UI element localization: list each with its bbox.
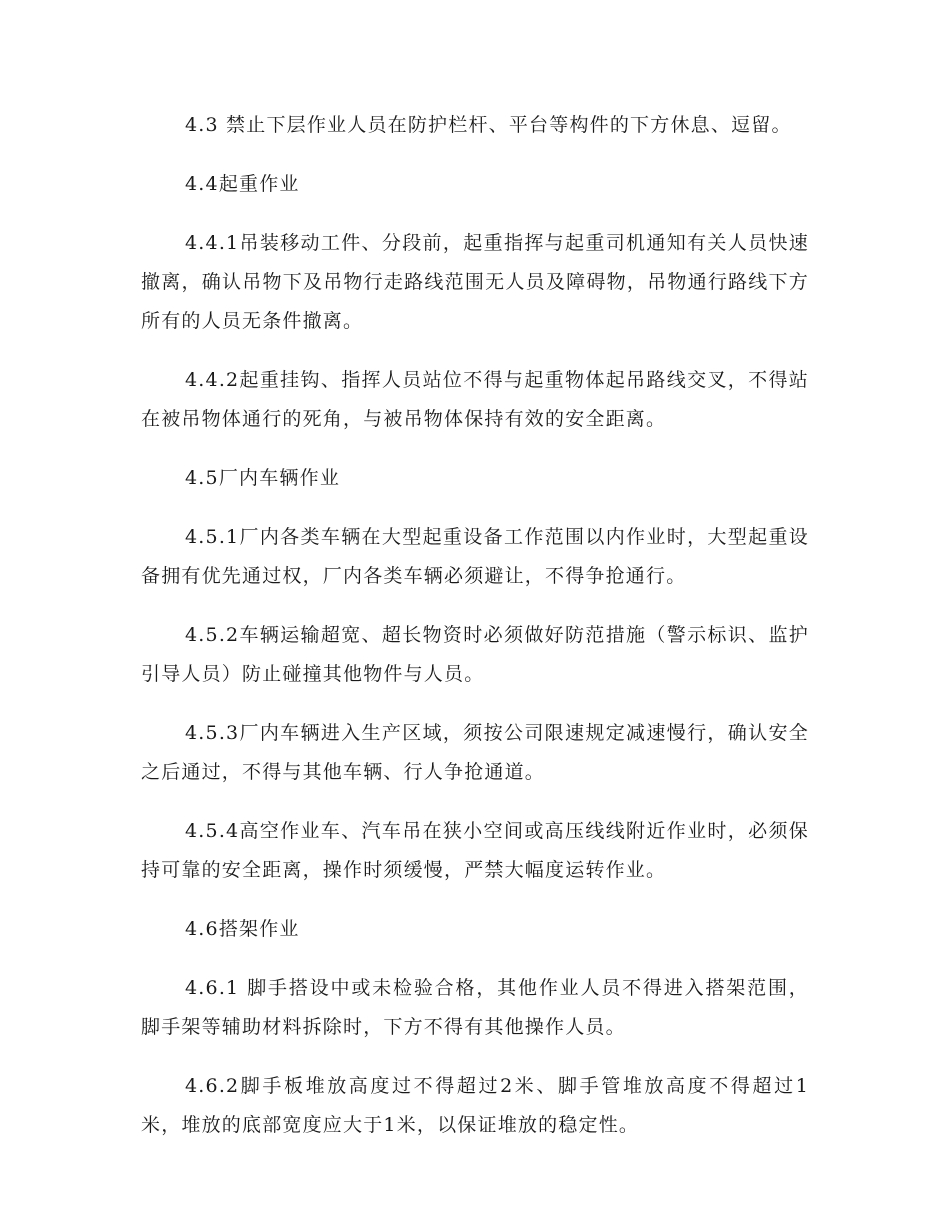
paragraph-4-4-2: 4.4.2起重挂钩、指挥人员站位不得与起重物体起吊路线交叉，不得站在被吊物体通行的死角，与被吊物体保持有效的安全距离。 <box>141 369 809 430</box>
section-heading-4-6: 4.6搭架作业 <box>185 918 300 940</box>
paragraph-4-6-2: 4.6.2脚手板堆放高度过不得超过2米、脚手管堆放高度不得超过1米，堆放的底部宽度应大于1米，以保证堆放的稳定性。 <box>141 1075 809 1136</box>
paragraph-4-6-1: 4.6.1 脚手搭设中或未检验合格，其他作业人员不得进入搭架范围，脚手架等辅助材料拆除时，下方不得有其他操作人员。 <box>141 977 809 1038</box>
paragraph-4-3: 4.3 禁止下层作业人员在防护栏杆、平台等构件的下方休息、逗留。 <box>185 114 792 136</box>
paragraph-4-5-1: 4.5.1厂内各类车辆在大型起重设备工作范围以内作业时，大型起重设备拥有优先通过权，厂内各类车辆必须避让，不得争抢通行。 <box>141 526 809 587</box>
document-body <box>141 106 809 1165</box>
section-heading-4-5: 4.5厂内车辆作业 <box>185 467 341 489</box>
paragraph-4-5-3: 4.5.3厂内车辆进入生产区域，须按公司限速规定减速慢行，确认安全之后通过，不得与其他车辆、行人争抢通道。 <box>141 722 809 783</box>
paragraph-4-5-2: 4.5.2车辆运输超宽、超长物资时必须做好防范措施（警示标识、监护引导人员）防止碰撞其他物件与人员。 <box>141 624 809 685</box>
paragraph-4-5-4: 4.5.4高空作业车、汽车吊在狭小空间或高压线线附近作业时，必须保持可靠的安全距离，操作时须缓慢，严禁大幅度运转作业。 <box>141 820 809 881</box>
section-heading-4-4: 4.4起重作业 <box>185 173 300 195</box>
paragraph-4-4-1: 4.4.1吊装移动工件、分段前，起重指挥与起重司机通知有关人员快速撤离，确认吊物下及吊物行走路线范围无人员及障碍物，吊物通行路线下方所有的人员无条件撤离。 <box>141 232 809 332</box>
